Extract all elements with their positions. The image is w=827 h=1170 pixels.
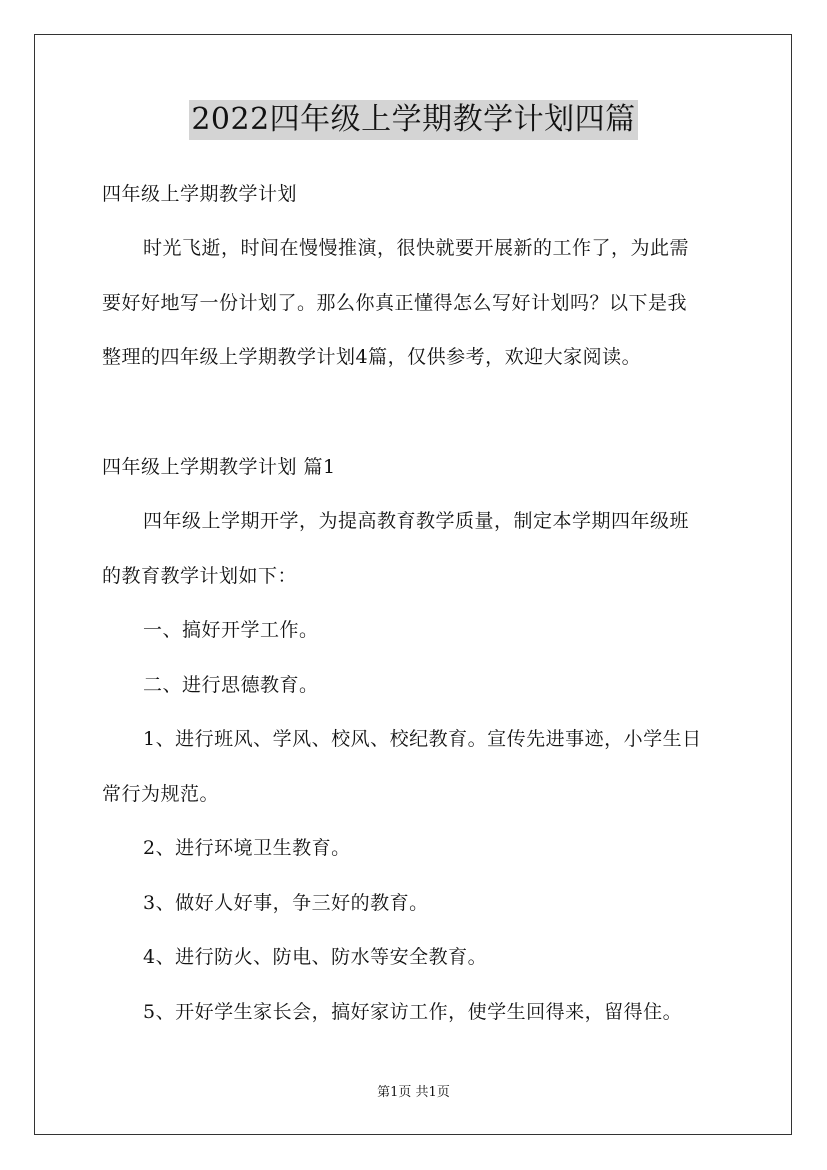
list-item: 2、进行环境卫生教育。	[143, 837, 351, 859]
section-heading: 四年级上学期教学计划	[102, 183, 298, 205]
list-item: 3、做好人好事，争三好的教育。	[143, 892, 429, 914]
list-item: 一、搞好开学工作。	[143, 619, 319, 641]
list-item: 4、进行防火、防电、防水等安全教育。	[143, 946, 488, 968]
article-heading: 四年级上学期教学计划 篇1	[102, 456, 336, 478]
document-title-block	[0, 100, 827, 140]
list-item-continued: 常行为规范。	[102, 783, 220, 805]
intro-paragraph-line: 整理的四年级上学期教学计划4篇，仅供参考，欢迎大家阅读。	[102, 346, 642, 368]
body-paragraph-line: 四年级上学期开学，为提高教育教学质量，制定本学期四年级班	[143, 510, 690, 532]
list-item: 二、进行思德教育。	[143, 674, 319, 696]
page-number-footer: 第1页 共1页	[377, 1085, 450, 1100]
body-paragraph-line: 的教育教学计划如下：	[102, 565, 298, 587]
list-item: 5、开好学生家长会，搞好家访工作，使学生回得来，留得住。	[143, 1001, 683, 1023]
intro-paragraph-line: 时光飞逝，时间在慢慢推演，很快就要开展新的工作了，为此需	[143, 237, 690, 259]
list-item: 1、进行班风、学风、校风、校纪教育。宣传先进事迹，小学生日	[143, 728, 702, 750]
intro-paragraph-line: 要好好地写一份计划了。那么你真正懂得怎么写好计划吗？以下是我	[102, 292, 688, 314]
document-title: 2022四年级上学期教学计划四篇	[189, 100, 637, 140]
